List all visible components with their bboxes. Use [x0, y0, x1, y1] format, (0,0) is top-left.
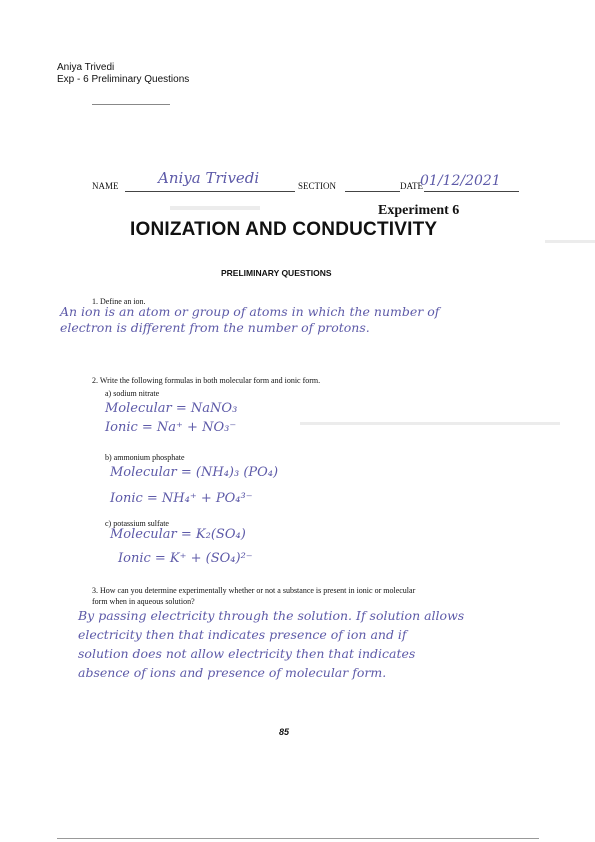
header-divider	[92, 104, 170, 105]
q2c-ionic: Ionic = K⁺ + (SO₄)²⁻	[118, 551, 253, 566]
question-3-line2: form when in aqueous solution?	[92, 597, 195, 606]
q2a-molecular: Molecular = NaNO₃	[105, 401, 238, 416]
name-label: NAME	[92, 181, 119, 191]
name-field-line	[125, 191, 295, 192]
date-value: 01/12/2021	[420, 173, 501, 189]
question-3-line1: 3. How can you determine experimentally whether or not a substance is present in ionic or molecular	[92, 586, 416, 595]
section-heading: PRELIMINARY QUESTIONS	[221, 268, 332, 278]
answer-3-line2: electricity then that indicates presence of ion and if	[78, 627, 407, 642]
section-field-line	[345, 191, 400, 192]
date-field-line	[424, 191, 519, 192]
page-title: IONIZATION AND CONDUCTIVITY	[130, 219, 438, 240]
q2c-label: c) potassium sulfate	[105, 519, 169, 528]
author-name: Aniya Trivedi	[57, 62, 115, 73]
name-value: Aniya Trivedi	[158, 169, 260, 187]
q2b-ionic: Ionic = NH₄⁺ + PO₄³⁻	[110, 491, 253, 506]
footer-divider	[57, 838, 539, 839]
answer-1-line1: An ion is an atom or group of atoms in which the number of	[60, 304, 440, 319]
q2a-label: a) sodium nitrate	[105, 389, 160, 398]
question-2: 2. Write the following formulas in both molecular form and ionic form.	[92, 376, 321, 385]
q2b-molecular: Molecular = (NH₄)₃ (PO₄)	[110, 465, 279, 480]
scan-bleed	[545, 240, 595, 243]
answer-3-line3: solution does not allow electricity then that indicates	[78, 646, 416, 661]
q2a-ionic: Ionic = Na⁺ + NO₃⁻	[105, 420, 237, 435]
q2c-molecular: Molecular = K₂(SO₄)	[110, 527, 246, 542]
answer-1-line2: electron is different from the number of protons.	[60, 320, 370, 335]
q2b-label: b) ammonium phosphate	[105, 453, 185, 462]
document-subtitle: Exp - 6 Preliminary Questions	[57, 74, 190, 85]
section-label: SECTION	[298, 181, 336, 191]
scan-bleed	[300, 422, 560, 425]
answer-3-line4: absence of ions and presence of molecular form.	[78, 665, 387, 680]
page-number: 85	[279, 727, 290, 737]
answer-3-line1: By passing electricity through the solution. If solution allows	[78, 608, 465, 623]
date-label: DATE	[400, 181, 423, 191]
question-1: 1. Define an ion.	[92, 297, 146, 306]
scan-bleed	[170, 206, 260, 210]
experiment-number: Experiment 6	[378, 203, 460, 218]
